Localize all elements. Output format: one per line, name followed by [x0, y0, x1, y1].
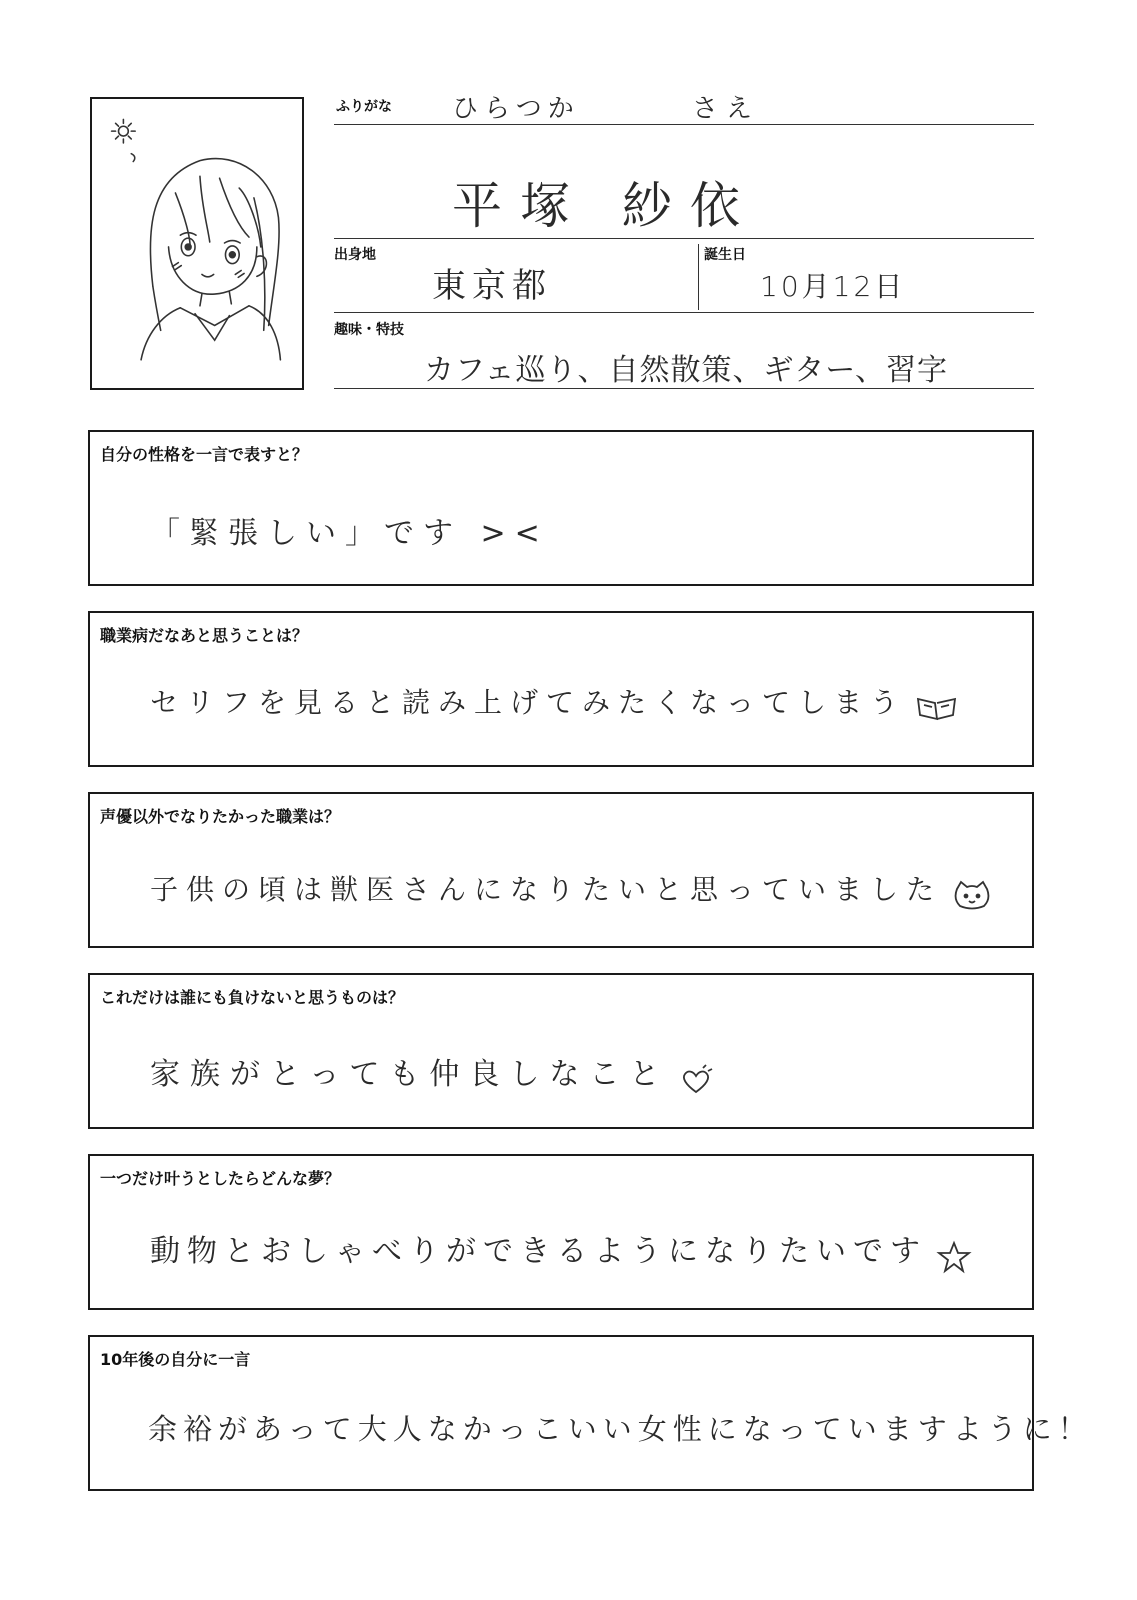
question-label: 自分の性格を一言で表すと？	[100, 445, 309, 464]
question-label: 10年後の自分に一言	[100, 1350, 251, 1369]
answer-text: 子供の頃は獣医さんになりたいと思っていました	[150, 873, 943, 906]
girl-portrait-icon	[92, 99, 302, 388]
hobbies-label: 趣味・特技	[334, 322, 404, 338]
birthday-value: 10月12日	[760, 270, 906, 303]
cat-face-doodle-icon	[951, 879, 993, 911]
question-box-unbeatable	[88, 973, 1034, 1129]
question-label: これだけは誰にも負けないと思うものは？	[100, 988, 405, 1007]
answer-text: 「緊張しい」です ><	[150, 516, 549, 551]
birthplace-value: 東京都	[432, 266, 552, 306]
answer-text: セリフを見ると読み上げてみたくなってしまう	[150, 686, 907, 719]
hobbies-value: カフェ巡り、自然散策、ギター、習字	[424, 353, 948, 388]
birthday-label: 誕生日	[704, 247, 746, 263]
full-name: 平塚 紗依	[452, 177, 758, 235]
book-doodle-icon	[915, 693, 959, 723]
answer-text: 余裕があって大人なかっこいい女性になっていますように！	[148, 1412, 1093, 1446]
name-underline	[334, 238, 1034, 239]
question-box-future-self	[88, 1335, 1093, 1491]
answer-text: 家族がとっても仲良しなこと	[150, 1057, 670, 1092]
furigana-family: ひらつか	[452, 94, 580, 124]
question-box-dream	[88, 1154, 1034, 1310]
question-box-other-occupation	[88, 792, 1034, 948]
furigana-label: ふりがな	[336, 99, 392, 115]
question-box-occupational-habit	[88, 611, 1034, 767]
birthplace-label: 出身地	[334, 247, 376, 263]
hobbies-underline	[334, 388, 1034, 389]
info-divider	[698, 244, 699, 310]
furigana-underline	[334, 124, 1034, 125]
question-box-personality	[88, 430, 1034, 586]
portrait-sketch	[90, 97, 304, 390]
question-label: 一つだけ叶うとしたらどんな夢？	[100, 1169, 341, 1188]
answer-text: 動物とおしゃべりができるようになりたいです	[150, 1234, 927, 1269]
furigana-given: さえ	[692, 94, 761, 124]
question-label: 声優以外でなりたかった職業は？	[100, 807, 341, 826]
star-doodle-icon	[936, 1240, 972, 1274]
question-label: 職業病だなあと思うことは？	[100, 626, 309, 645]
info-underline	[334, 312, 1034, 313]
heart-doodle-icon	[679, 1064, 713, 1096]
